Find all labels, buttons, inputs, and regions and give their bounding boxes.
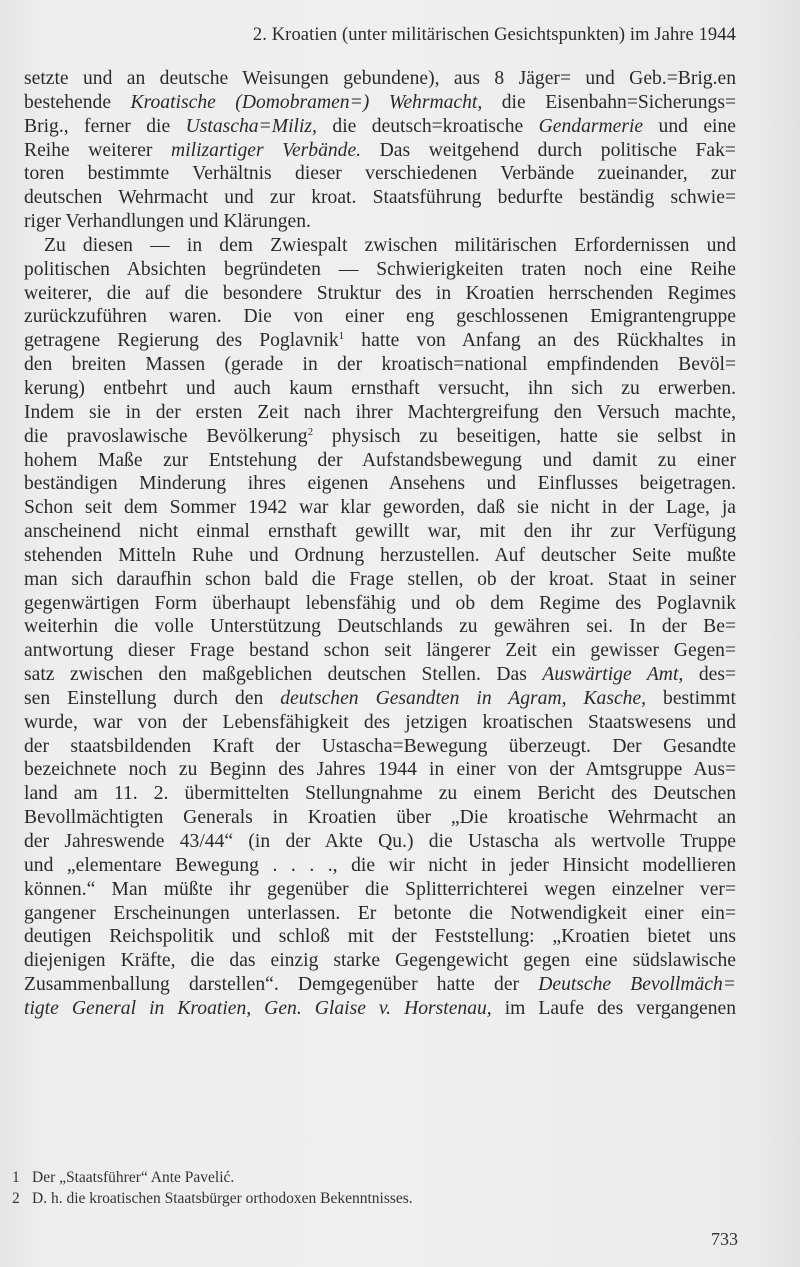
- text-segment: den breiten Massen (gerade in der kroatisch=national empfindenden Bevöl=: [24, 354, 736, 376]
- italic-text: deutschen Gesandten in Agram, Kasche,: [280, 687, 647, 709]
- text-segment: wurde, war von der Lebensfähigkeit des jetzigen kroatischen Staatswesens und: [24, 711, 736, 733]
- text-segment: die pravoslawische Bevölkerung: [24, 425, 308, 447]
- text-line: [24, 687, 736, 711]
- text-line: [24, 782, 736, 806]
- text-segment: und eine: [643, 115, 736, 137]
- footnote-number: 1: [12, 1169, 20, 1186]
- italic-text: Deutsche Bevollmäch=: [538, 974, 736, 996]
- text-segment: bezeichnete noch zu Beginn des Jahres 1944 in einer von der Amtsgruppe Aus=: [24, 759, 736, 781]
- text-line: [24, 67, 736, 91]
- text-line: [24, 663, 736, 687]
- italic-text: Auswärtige Amt,: [542, 664, 684, 686]
- footnotes: [12, 1167, 413, 1209]
- text-line: [24, 711, 736, 735]
- text-segment: gegenwärtigen Form überhaupt lebensfähig und ob dem Regime des Poglavnik: [24, 592, 736, 614]
- text-line: [24, 925, 736, 949]
- text-segment: anscheinend nicht einmal ernsthaft gewillt war, mit den ihr zur Verfügung: [24, 521, 736, 543]
- text-line: [24, 544, 736, 568]
- text-segment: hatte von Anfang an des Rückhaltes in: [344, 330, 736, 352]
- footnote-text: D. h. die kroatischen Staatsbürger orthodoxen Bekenntnisses.: [32, 1190, 413, 1207]
- text-line: [24, 520, 736, 544]
- text-segment: toren bestimmte Verhältnis dieser verschiedenen Verbände zueinander, zur: [24, 163, 736, 185]
- text-line: [24, 949, 736, 973]
- text-segment: kerung) entbehrt und auch kaum ernsthaft versucht, ihn sich zu erwerben.: [24, 377, 736, 399]
- text-segment: die Eisenbahn=Sicherungs=: [482, 91, 736, 113]
- text-line: [24, 997, 736, 1021]
- text-segment: getragene Regierung des Poglavnik: [24, 330, 339, 352]
- text-segment: gangener Erscheinungen unterlassen. Er betonte die Notwendigkeit einer ein=: [24, 902, 736, 924]
- italic-text: Ustascha=Miliz,: [185, 115, 317, 137]
- text-line: [24, 592, 736, 616]
- text-line: [24, 568, 736, 592]
- text-line: [24, 758, 736, 782]
- text-line: [24, 854, 736, 878]
- text-segment: Reihe weiterer: [24, 139, 172, 161]
- footnote-reference: 1: [338, 330, 345, 343]
- footnote-number: 2: [12, 1190, 20, 1207]
- text-segment: Das weitgehend durch politische Fak=: [361, 139, 736, 161]
- text-segment: sen Einstellung durch den: [24, 687, 281, 709]
- text-segment: können.“ Man müßte ihr gegenüber die Splitterrichterei wegen einzelner ver=: [24, 878, 736, 900]
- text-line: [24, 282, 736, 306]
- text-segment: Zu diesen — in dem Zwiespalt zwischen militärischen Erfordernissen und: [44, 234, 736, 256]
- text-segment: physisch zu beseitigen, hatte sie selbst in: [313, 425, 736, 447]
- text-segment: stehenden Mitteln Ruhe und Ordnung herzustellen. Auf deutscher Seite mußte: [24, 544, 736, 566]
- text-segment: Brig., ferner die: [24, 115, 186, 137]
- text-line: [24, 425, 736, 449]
- text-segment: man sich daraufhin schon bald die Frage stellen, ob der kroat. Staat in seiner: [24, 568, 736, 590]
- text-segment: land am 11. 2. übermittelten Stellungnahme zu einem Bericht des Deutschen: [24, 783, 736, 805]
- text-line: [24, 115, 736, 139]
- text-line: [24, 162, 736, 186]
- text-segment: deutschen Wehrmacht und zur kroat. Staatsführung bedurfte beständig schwie=: [24, 187, 736, 209]
- text-line: [24, 353, 736, 377]
- italic-text: Kroatische (Domobramen=) Wehrmacht,: [130, 91, 483, 113]
- text-segment: deutigen Reichspolitik und schloß mit der Feststellung: „Kroatien bietet uns: [24, 926, 736, 948]
- text-segment: Zusammenballung darstellen“. Demgegenüber hatte der: [24, 974, 539, 996]
- text-line: [24, 305, 736, 329]
- text-segment: Bevollmächtigten Generals in Kroatien über „Die kroatische Wehrmacht an: [24, 807, 736, 829]
- text-segment: der Jahreswende 43/44“ (in der Akte Qu.) die Ustascha als wertvolle Truppe: [24, 831, 736, 852]
- text-segment: der staatsbildenden Kraft der Ustascha=Bewegung überzeugt. Der Gesandte: [24, 735, 736, 757]
- text-segment: diejenigen Kräfte, die das einzig starke Gegengewicht gegen eine südslawische: [24, 950, 736, 972]
- text-line: [24, 902, 736, 926]
- footnote-reference: 2: [307, 425, 314, 438]
- text-segment: die deutsch=kroatische: [316, 115, 539, 137]
- running-head: 2. Kroatien (unter militärischen Gesichtspunkten) im Jahre 1944: [252, 25, 736, 45]
- text-line: [24, 258, 736, 282]
- page-number: 733: [711, 1229, 738, 1249]
- text-line: [24, 449, 736, 473]
- text-line: [24, 139, 736, 163]
- text-line: [24, 377, 736, 401]
- text-segment: hohem Maße zur Entstehung der Aufstandsbewegung und damit zu einer: [24, 449, 736, 471]
- text-segment: des=: [683, 664, 736, 686]
- text-segment: bestehende: [24, 91, 131, 113]
- italic-text: Gendarmerie: [538, 115, 644, 137]
- text-line: [24, 91, 736, 115]
- text-line: [24, 615, 736, 639]
- text-line: [24, 329, 736, 353]
- text-line: [24, 878, 736, 902]
- text-segment: satz zwischen den maßgeblichen deutschen Stellen. Das: [24, 664, 543, 686]
- text-segment: riger Verhandlungen und Klärungen.: [24, 211, 311, 233]
- text-segment: Indem sie in der ersten Zeit nach ihrer Machtergreifung den Versuch machte,: [24, 401, 736, 423]
- text-segment: Schon seit dem Sommer 1942 war klar geworden, daß sie nicht in der Lage, ja: [24, 497, 736, 519]
- footnote: [12, 1188, 413, 1209]
- text-line: [24, 496, 736, 520]
- text-line: [24, 806, 736, 830]
- footnote-text: Der „Staatsführer“ Ante Pavelić.: [32, 1169, 235, 1186]
- text-segment: weiterer, die auf die besondere Struktur des in Kroatien herrschenden Regimes: [24, 282, 736, 304]
- text-segment: zurückzuführen waren. Die von einer eng geschlossenen Emigrantengruppe: [24, 306, 736, 328]
- text-segment: bestimmt: [646, 687, 736, 709]
- text-segment: im Laufe des vergangenen: [491, 997, 736, 1019]
- text-line: [24, 973, 736, 997]
- text-segment: weiterhin die volle Unterstützung Deutschlands zu gewähren sei. In der Be=: [24, 616, 736, 638]
- text-segment: politischen Absichten begründeten — Schwierigkeiten traten noch eine Reihe: [24, 258, 736, 280]
- italic-text: milizartiger Verbände.: [171, 139, 362, 161]
- body-text: [24, 67, 736, 1021]
- text-line: [24, 472, 736, 496]
- text-line: [24, 234, 736, 258]
- text-line: [24, 210, 736, 234]
- text-line: [24, 735, 736, 759]
- text-line: [24, 186, 736, 210]
- text-line: [24, 401, 736, 425]
- italic-text: tigte General in Kroatien, Gen. Glaise v. Horstenau,: [24, 997, 492, 1019]
- text-segment: beständigen Minderung ihres eigenen Ansehens und Einflusses beigetragen.: [24, 473, 736, 495]
- text-segment: antwortung dieser Frage bestand schon seit längerer Zeit ein gewisser Gegen=: [24, 640, 736, 662]
- text-segment: und „elementare Bewegung . . . ., die wir nicht in jeder Hinsicht modellieren: [24, 854, 736, 876]
- text-line: [24, 830, 736, 854]
- text-segment: setzte und an deutsche Weisungen gebundene), aus 8 Jäger= und Geb.=Brig.en: [24, 68, 736, 89]
- footnote: [12, 1167, 413, 1188]
- text-line: [24, 639, 736, 663]
